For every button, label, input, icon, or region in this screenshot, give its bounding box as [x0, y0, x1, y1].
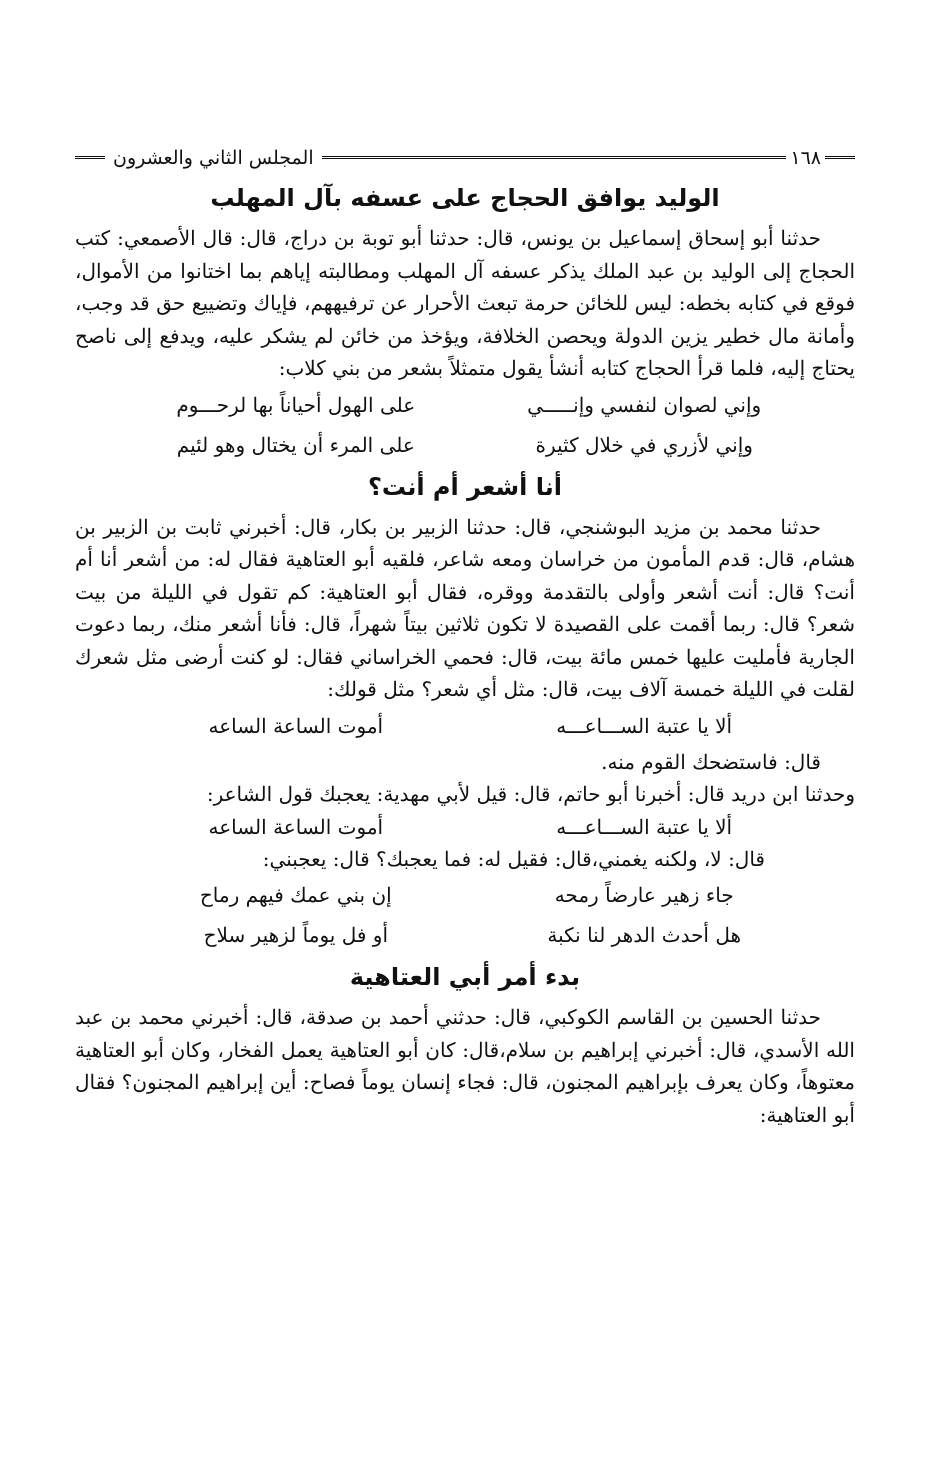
verse-first-hemistich: هل أحدث الدهر لنا نكبة [547, 923, 742, 947]
verse-line [75, 706, 855, 746]
verse-second-hemistich: أموت الساعة الساعه [208, 814, 384, 839]
verse-line [75, 811, 855, 843]
section-heading: الوليد يوافق الحجاج على عسفه بآل المهلب [210, 184, 720, 212]
paragraph: حدثنا أبو إسحاق إسماعيل بن يونس، قال: حدثنا أبو توبة بن دراج، قال: قال الأصمعي: كتب الحجاج إلى الوليد بن عبد الملك يذكر عسفه آل المهلب ومطالبته إياهم بما اختانوا من الأموال، فوقع في كتابه بخطه: ليس للخائن حرمة تبعث الأحرار عن ترفيههم، فإياك وتضييع حق قد وجب، وأمانة مال خطير يزين الدولة ويحصن الخلافة، ويؤخذ من خائن لم يشكر عليه، ويدفع إلى ناصح يحتاج إليه، فلما قرأ الحجاج كتابه أنشأ يقول متمثلاً بشعر من بني كلاب: [75, 226, 855, 380]
paragraph: وحدثنا ابن دريد قال: أخبرنا أبو حاتم، قال: قيل لأبي مهدية: يعجبك قول الشاعر: [206, 782, 855, 806]
verse-second-hemistich: على المرء أن يختال وهو لئيم [176, 432, 415, 457]
verse-second-hemistich: أو فل يوماً لزهير سلاح [203, 923, 388, 947]
verse-line [75, 385, 855, 425]
paragraph: حدثنا الحسين بن القاسم الكوكبي، قال: حدثني أحمد بن صدقة، قال: أخبرني محمد بن عبد الله الأسدي، قال: أخبرني إبراهيم بن سلام،قال: كان أبو العتاهية يعمل الفخار، وكان أبو العتاهية معتوهاً، وكان يعرف بإبراهيم المجنون، قال: فجاء إنسان يوماً فصاح: أين إبراهيم المجنون؟ فقال أبو العتاهية: [75, 1005, 855, 1127]
chapter-title: المجلس الثاني والعشرون [113, 147, 314, 169]
header-rule [322, 156, 787, 161]
book-page [75, 140, 855, 1131]
paragraph: قال: فاستضحك القوم منه. [601, 749, 821, 774]
verse-first-hemistich: وإني لصوان لنفسي وإنـــــي [527, 392, 762, 417]
running-header [75, 140, 855, 176]
verse-first-hemistich: جاء زهير عارضاً رمحه [554, 883, 734, 907]
verse-second-hemistich: أموت الساعة الساعه [208, 713, 384, 738]
section-heading: أنا أشعر أم أنت؟ [367, 472, 562, 501]
paragraph: حدثنا محمد بن مزيد البوشنجي، قال: حدثنا الزبير بن بكار، قال: أخبرني ثابت بن الزبير بن هشام، قال: قدم المأمون من خراسان ومعه شاعر، فلقيه أبو العتاهية فقال له: من أشعر أنا أم أنت؟ قال: أنت أشعر وأولى بالتقدمة ووقره، فقال أبو العتاهية: كم تقول في الليلة من بيت شعر؟ قال: ربما أقمت على القصيدة لا تكون ثلاثين بيتاً شهراً، قال: فأنا أشعر منك، ربما دعوت الجارية فأمليت عليها خمس مائة بيت، قال: فحمي الخراساني فقال: لو كنت أرضى مثل شعرك لقلت في الليلة خمسة آلاف بيت، قال: مثل أي شعر؟ مثل قولك: [75, 514, 855, 701]
verse-first-hemistich: ألا يا عتبة الســـاعـــه [556, 713, 733, 738]
verse-line [75, 875, 855, 915]
verse-line [75, 915, 855, 955]
page-number: ١٦٨ [790, 147, 821, 169]
verse-second-hemistich: على الهول أحياناً بها لرحـــوم [176, 392, 416, 417]
header-rule [825, 156, 855, 161]
verse-line [75, 425, 855, 465]
header-rule [75, 156, 105, 161]
verse-first-hemistich: وإني لأزري في خلال كثيرة [535, 432, 753, 457]
paragraph: قال: لا، ولكنه يغمني،قال: فقيل له: فما يعجبك؟ قال: يعجبني: [262, 846, 765, 871]
verse-second-hemistich: إن بني عمك فيهم رماح [199, 883, 392, 907]
section-heading: بدء أمر أبي العتاهية [349, 963, 581, 991]
verse-first-hemistich: ألا يا عتبة الســـاعـــه [556, 814, 733, 839]
